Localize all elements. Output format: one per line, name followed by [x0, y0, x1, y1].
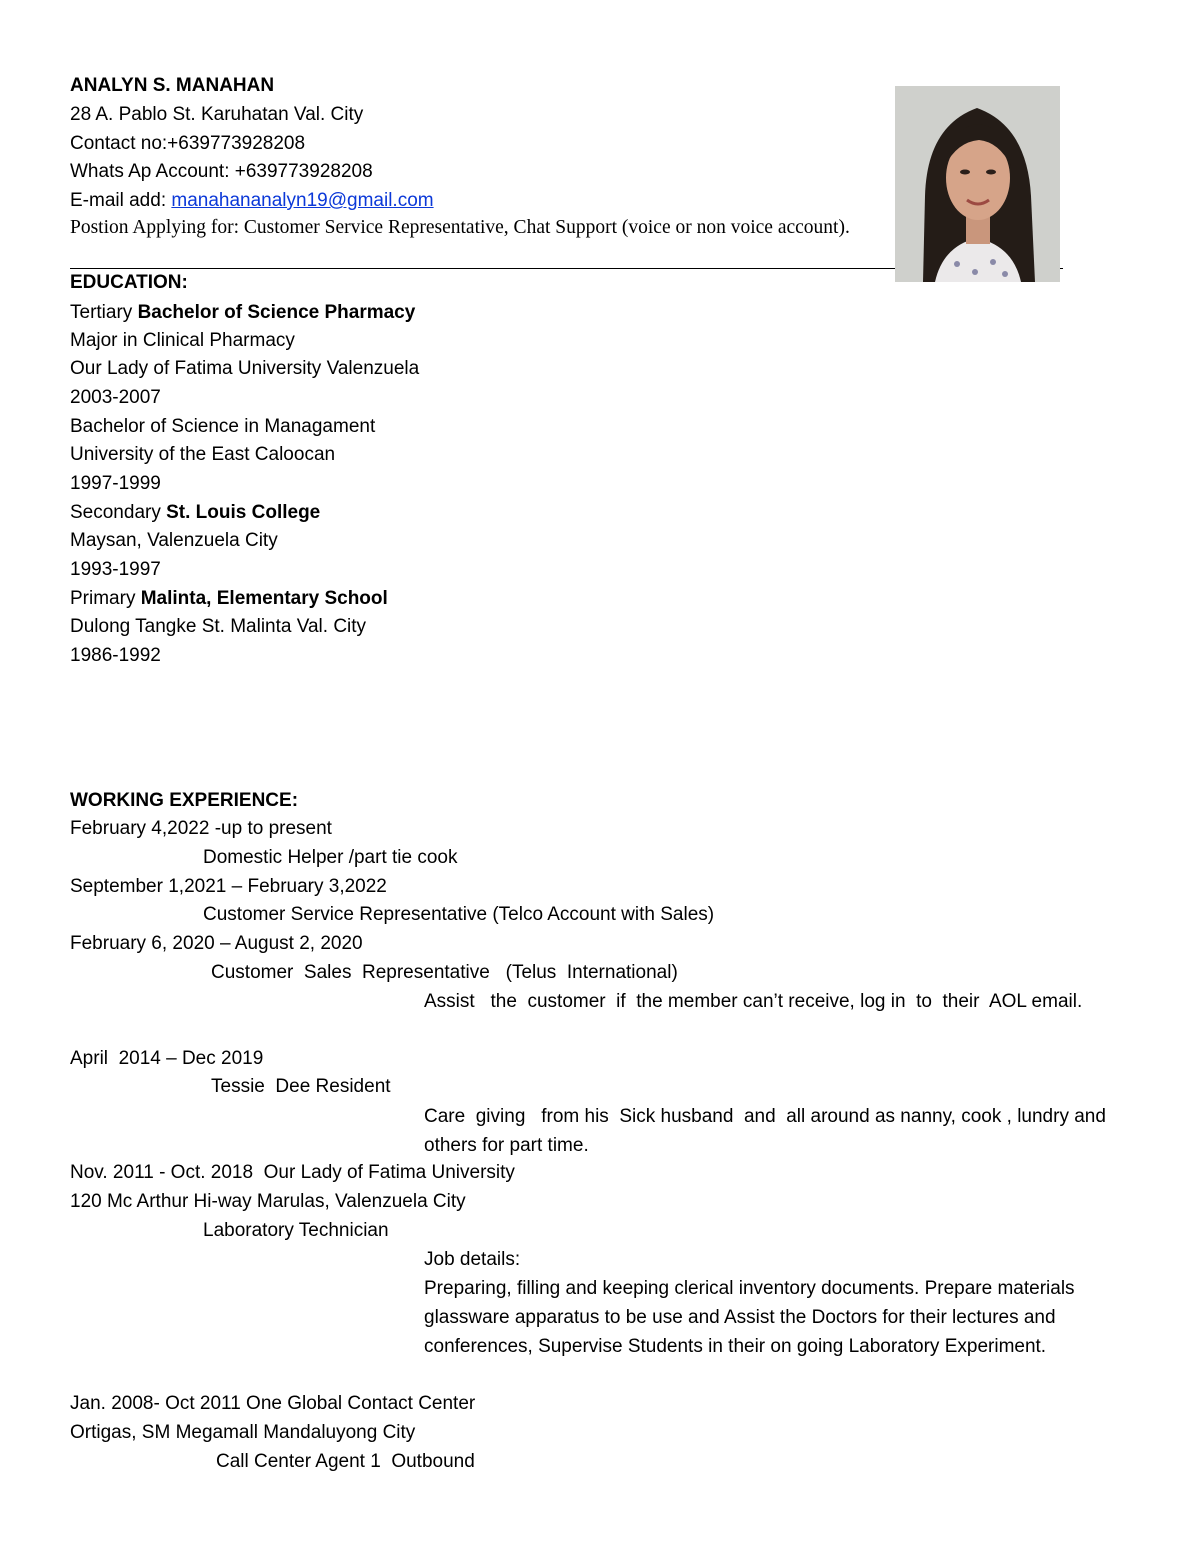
job3-title: Customer Sales Representative (Telus International)	[211, 962, 678, 983]
secondary-label: Secondary	[70, 502, 167, 523]
job3-description: Assist the customer if the member can’t receive, log in to their AOL email.	[424, 991, 1083, 1012]
job6-dates: Jan. 2008- Oct 2011 One Global Contact Center	[70, 1393, 476, 1414]
job4-description: Care giving from his Sick husband and all around as nanny, cook , lundry and others for part time.	[424, 1106, 1112, 1156]
job5-description: Preparing, filling and keeping clerical inventory documents. Prepare materials glassware apparatus to be use and Assist the Doctors for their lectures and conferences, Supervise Students in their on going Laboratory Experiment.	[424, 1278, 1075, 1357]
second-degree: Bachelor of Science in Managament	[70, 416, 376, 437]
job2-title: Customer Service Representative (Telco Account with Sales)	[203, 904, 715, 925]
primary-label: Primary	[70, 588, 141, 609]
job6-title: Call Center Agent 1 Outbound	[216, 1451, 475, 1472]
primary-location: Dulong Tangke St. Malinta Val. City	[70, 616, 367, 637]
position-applying: Postion Applying for: Customer Service Representative, Chat Support (voice or non voice account).	[70, 217, 850, 238]
tertiary-school: Our Lady of Fatima University Valenzuela	[70, 358, 420, 379]
secondary-years: 1993-1997	[70, 559, 161, 580]
job4-title: Tessie Dee Resident	[211, 1076, 391, 1097]
job6-address: Ortigas, SM Megamall Mandaluyong City	[70, 1422, 416, 1443]
education-primary	[70, 586, 388, 612]
primary-years: 1986-1992	[70, 645, 161, 666]
tertiary-major: Major in Clinical Pharmacy	[70, 330, 295, 351]
job5-dates: Nov. 2011 - Oct. 2018 Our Lady of Fatima University	[70, 1162, 515, 1183]
education-tertiary	[70, 300, 415, 326]
email-link[interactable]: manahananalyn19@gmail.com	[171, 190, 434, 211]
second-years: 1997-1999	[70, 473, 161, 494]
address: 28 A. Pablo St. Karuhatan Val. City	[70, 104, 364, 125]
tertiary-label: Tertiary	[70, 302, 138, 323]
experience-heading: WORKING EXPERIENCE:	[70, 790, 299, 811]
email-label: E-mail add:	[70, 190, 172, 211]
profile-photo	[895, 86, 1060, 282]
job4-dates: April 2014 – Dec 2019	[70, 1048, 264, 1069]
email-row	[70, 188, 434, 214]
job1-title: Domestic Helper /part tie cook	[203, 847, 458, 868]
job5-title: Laboratory Technician	[203, 1220, 389, 1241]
secondary-location: Maysan, Valenzuela City	[70, 530, 278, 551]
whatsapp-account: Whats Ap Account: +639773928208	[70, 161, 373, 182]
job1-dates: February 4,2022 -up to present	[70, 818, 332, 839]
applicant-name: ANALYN S. MANAHAN	[70, 75, 275, 96]
contact-number: Contact no:+639773928208	[70, 133, 306, 154]
tertiary-years: 2003-2007	[70, 387, 161, 408]
secondary-school: St. Louis College	[166, 502, 321, 523]
tertiary-degree: Bachelor of Science Pharmacy	[137, 302, 416, 323]
job3-dates: February 6, 2020 – August 2, 2020	[70, 933, 363, 954]
job2-dates: September 1,2021 – February 3,2022	[70, 876, 387, 897]
second-school: University of the East Caloocan	[70, 444, 336, 465]
education-secondary	[70, 500, 320, 526]
primary-school: Malinta, Elementary School	[140, 588, 388, 609]
job5-details-label: Job details:	[424, 1249, 521, 1270]
job5-address: 120 Mc Arthur Hi-way Marulas, Valenzuela City	[70, 1191, 466, 1212]
education-heading: EDUCATION:	[70, 272, 188, 293]
